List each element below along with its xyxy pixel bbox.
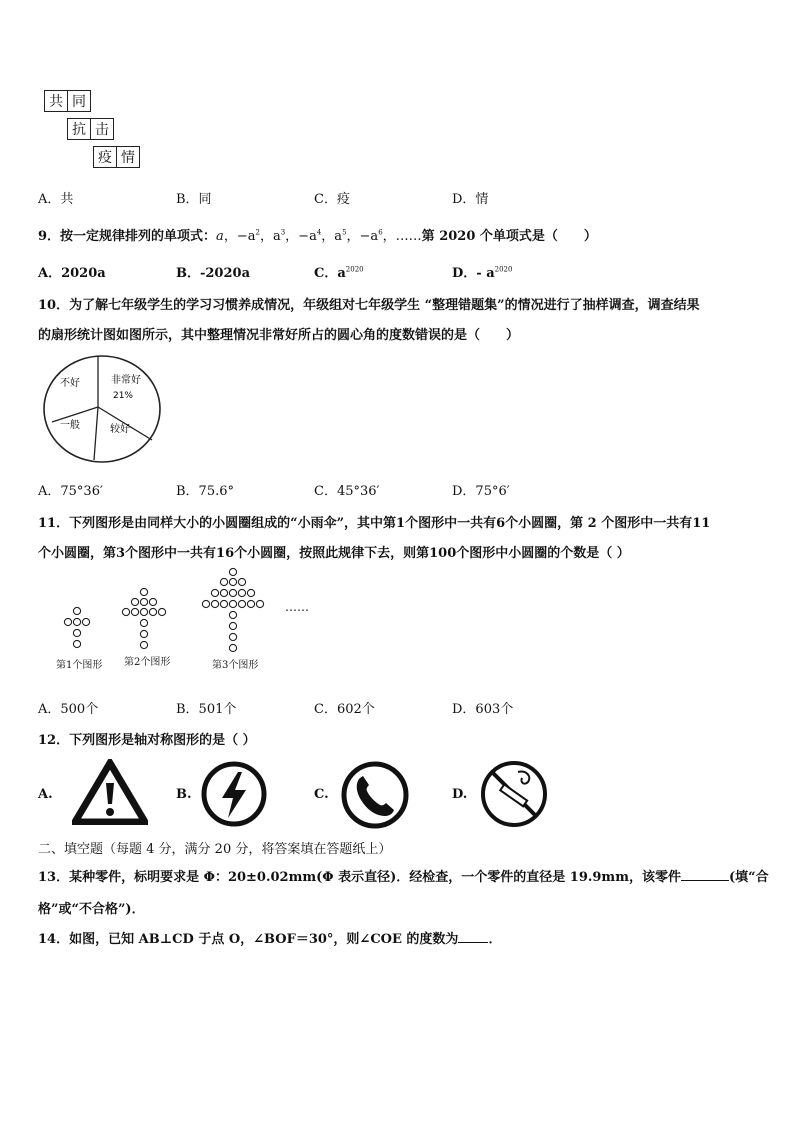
option-b: B. [176, 787, 192, 802]
exponent: 3 [280, 228, 286, 237]
grid-cell: 共 [44, 90, 68, 112]
answer-blank[interactable] [681, 870, 729, 881]
option-b: B．-2020a [176, 266, 250, 281]
option-c: C. [314, 787, 329, 802]
term: ，−a [285, 229, 317, 244]
exponent: 2020 [494, 265, 513, 274]
option-d: D. [452, 787, 468, 802]
option-d [452, 262, 512, 281]
question-10-line1: 10．为了解七年级学生的学习习惯养成情况，年级组对七年级学生 “整理错题集”的情况进行了抽样调查，调查结果 [38, 298, 700, 313]
figure-2-caption: 第2个图形 [124, 657, 171, 668]
option-d: D．75°6′ [452, 484, 510, 499]
term: ，a [259, 229, 281, 244]
exponent: 2 [255, 228, 260, 237]
question-11-line1: 11．下列图形是由同样大小的小圆圈组成的“小雨伞”，其中第1个图形中一共有6个小圆圈，第 2 个图形中一共有11 [38, 516, 711, 531]
option-a: A．500个 [38, 702, 99, 717]
option-b: B．501个 [176, 702, 237, 717]
option-a: A．共 [38, 192, 74, 207]
question-9-prefix: 9．按一定规律排列的单项式： [38, 229, 217, 244]
option-c: C．45°36′ [314, 484, 380, 499]
question-13-text: 13．某种零件，标明要求是 Φ：20±0.02mm(Φ 表示直径)．经检查，一个零件的直径是 19.9mm，该零件 [38, 870, 681, 885]
figure-1 [64, 607, 89, 647]
option-c-base: C．a [314, 266, 346, 281]
term: ，−a [223, 229, 256, 244]
option-d: D．情 [452, 192, 489, 207]
question-12: 12．下列图形是轴对称图形的是（ ） [38, 733, 256, 748]
term: ，a [321, 229, 343, 244]
section-2-heading: 二、填空题（每题 4 分，满分 20 分，将答案填在答题纸上） [38, 842, 392, 857]
pie-label-average: 一般 [60, 420, 80, 431]
question-13-line1 [38, 866, 769, 885]
question-14-end: ． [488, 932, 502, 947]
term: ，−a [346, 229, 379, 244]
no-smoking-icon [478, 758, 550, 830]
pie-label-bad: 不好 [60, 378, 80, 389]
question-14-text: 14．如图，已知 AB⊥CD 于点 O，∠BOF＝30°，则∠COE 的度数为 [38, 932, 459, 947]
question-13-line2: 格”或“不合格”)． [38, 902, 145, 917]
option-b: B．同 [176, 192, 212, 207]
exponent: 6 [378, 228, 383, 237]
figure-3-caption: 第3个图形 [212, 660, 259, 671]
grid-cell: 击 [90, 118, 114, 140]
exponent: 4 [316, 228, 322, 237]
grid-cell: 情 [116, 146, 140, 168]
phone-icon [340, 760, 410, 830]
grid-cell: 抗 [67, 118, 91, 140]
question-13-hint: (填“合 [728, 870, 769, 885]
option-d-base: D．- a [452, 266, 495, 281]
option-a: A．2020a [38, 266, 106, 281]
option-a: A. [38, 787, 53, 802]
figure-2 [122, 588, 165, 648]
pie-label-verygood: 非常好 [111, 375, 141, 386]
question-11-line2: 个小圆圈，第3个图形中一共有16个小圆圈，按照此规律下去，则第100个图形中小圆圈的个数是（ ） [38, 546, 630, 561]
pie-label-percent: 21% [112, 391, 134, 401]
term: ，…… [382, 229, 422, 244]
answer-blank[interactable] [458, 932, 488, 943]
question-9-suffix: 第 2020 个单项式是（ ） [421, 229, 597, 244]
question-14 [38, 928, 501, 947]
question-10-line2: 的扇形统计图如图所示，其中整理情况非常好所占的圆心角的度数错误的是（ ） [38, 328, 520, 343]
option-b: B．75.6° [176, 484, 234, 499]
option-d: D．603个 [452, 702, 514, 717]
exponent: 5 [342, 228, 347, 237]
exponent: 2020 [345, 265, 364, 274]
umbrella-figures [50, 565, 330, 670]
option-c: C．602个 [314, 702, 375, 717]
grid-cell: 同 [67, 90, 91, 112]
pie-label-good: 较好 [110, 424, 130, 435]
figure-1-caption: 第1个图形 [56, 660, 103, 671]
lightning-icon [200, 760, 268, 828]
grid-cell: 疫 [93, 146, 117, 168]
question-9 [38, 225, 597, 244]
option-a: A．75°36′ [38, 484, 103, 499]
term: a [216, 229, 224, 244]
figure-3 [202, 568, 263, 651]
option-c [314, 262, 364, 281]
option-c: C．疫 [314, 192, 350, 207]
pie-chart [40, 352, 166, 468]
warning-triangle-icon [72, 759, 148, 825]
ellipsis: …… [285, 600, 309, 614]
